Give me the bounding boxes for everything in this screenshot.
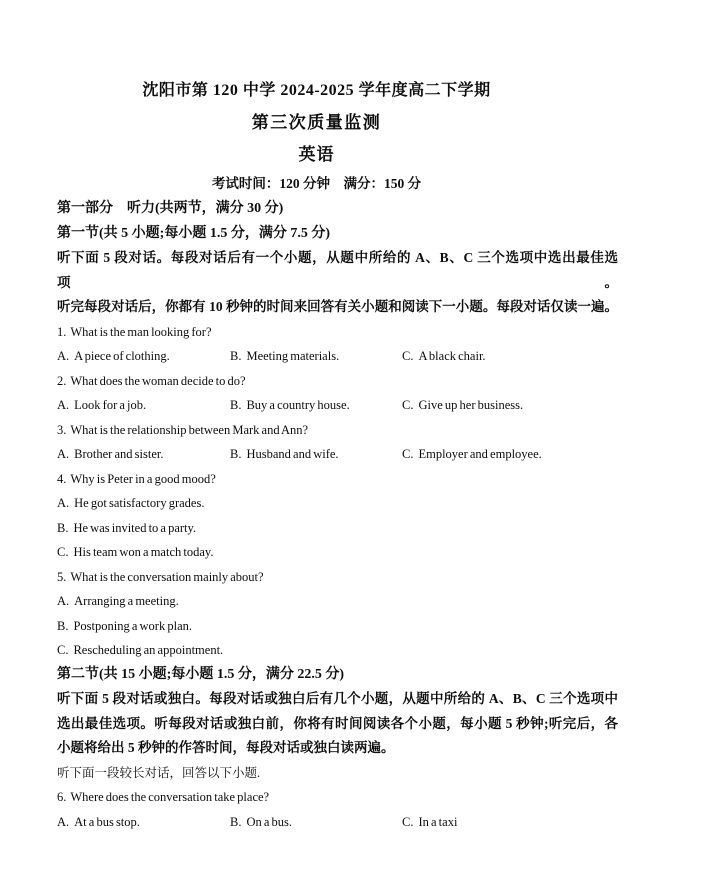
option-text: He was invited to a party. <box>73 520 197 535</box>
question-stem: Why is Peter in a good mood? <box>70 471 216 486</box>
option-label: A. <box>57 398 70 412</box>
question-3 <box>57 418 618 467</box>
option-label: C. <box>402 814 414 829</box>
option-label: B. <box>230 814 242 829</box>
option-label: C. <box>402 447 414 461</box>
section2-sub-instruction: 听下面一段较长对话，回答以下小题. <box>57 765 261 780</box>
question-5-text <box>57 565 618 590</box>
question-stem: Where does the conversation take place? <box>70 790 270 804</box>
exam-subtitle: 第三次质量监测 <box>251 113 382 132</box>
option-label: B. <box>57 520 69 535</box>
option-text: At a bus stop. <box>74 814 140 829</box>
option-label: A. <box>57 447 70 461</box>
option-text: Husband and wife. <box>246 447 339 461</box>
question-stem: What is the man looking for? <box>70 324 212 339</box>
question-number: 4. <box>57 471 67 486</box>
question-stem: What is the conversation mainly about? <box>70 569 264 584</box>
question-number: 5. <box>57 569 67 584</box>
question-2 <box>57 369 618 418</box>
option-text: Employer and employee. <box>418 447 542 461</box>
option-b <box>230 344 402 369</box>
option-text: On a bus. <box>246 814 293 829</box>
option-label: A. <box>57 814 70 829</box>
option-a <box>57 344 230 369</box>
question-number: 2. <box>57 373 67 388</box>
option-b <box>230 393 402 418</box>
question-1 <box>57 320 618 369</box>
subject-title: 英语 <box>298 145 335 164</box>
section2-instruction-line-3: 小题将给出 5 秒钟的作答时间，每段对话或独白读两遍。 <box>57 740 395 755</box>
question-6-text <box>57 785 618 810</box>
option-text: Rescheduling an appointment. <box>73 643 224 657</box>
option-text: Arranging a meeting. <box>74 594 179 608</box>
question-4 <box>57 467 618 565</box>
option-c <box>57 638 618 663</box>
option-text: His team won a match today. <box>73 545 214 559</box>
option-text: He got satisfactory grades. <box>74 496 205 510</box>
question-3-text <box>57 418 618 443</box>
question-stem: What does the woman decide to do? <box>70 373 246 388</box>
option-text: A piece of clothing. <box>74 349 170 363</box>
option-label: C. <box>57 643 69 657</box>
option-label: A. <box>57 594 70 608</box>
option-a <box>57 810 230 835</box>
option-b <box>57 516 618 541</box>
section2-heading: 第二节(共 15 小题;每小题 1.5 分，满分 22.5 分) <box>57 666 344 682</box>
option-label: A. <box>57 496 70 510</box>
option-a <box>57 442 230 467</box>
option-c <box>402 442 618 467</box>
option-c <box>402 810 618 835</box>
option-label: B. <box>230 349 242 363</box>
option-text: Meeting materials. <box>246 349 340 363</box>
exam-title: 沈阳市第 120 中学 2024-2025 学年度高二下学期 <box>142 82 491 99</box>
section1-instruction-line-1: 听下面 5 段对话。每段对话后有一个小题，从题中所给的 A、B、C 三个选项中选出最佳选项。 <box>57 250 618 290</box>
option-text: Brother and sister. <box>74 447 164 461</box>
option-b <box>57 614 618 639</box>
section1-heading: 第一节(共 5 小题;每小题 1.5 分，满分 7.5 分) <box>57 225 330 241</box>
question-number: 1. <box>57 324 67 339</box>
question-4-text <box>57 467 618 492</box>
option-text: Give up her business. <box>418 398 524 412</box>
option-text: A black chair. <box>418 349 486 363</box>
question-1-options <box>57 344 618 369</box>
exam-header <box>57 0 576 171</box>
question-1-text <box>57 320 618 345</box>
question-2-options <box>57 393 618 418</box>
option-a <box>57 589 618 614</box>
option-a <box>57 491 618 516</box>
question-6 <box>57 785 618 834</box>
question-number: 3. <box>57 422 67 437</box>
option-label: B. <box>230 398 242 412</box>
option-c <box>402 393 618 418</box>
option-a <box>57 393 230 418</box>
option-c <box>402 344 618 369</box>
exam-body <box>57 197 618 834</box>
option-b <box>230 810 402 835</box>
question-3-options <box>57 442 618 467</box>
part1-heading: 第一部分 听力(共两节，满分 30 分) <box>57 201 284 216</box>
option-label: C. <box>402 398 414 412</box>
option-label: B. <box>230 447 242 461</box>
question-number: 6. <box>57 790 67 804</box>
option-text: In a taxi <box>418 814 458 829</box>
question-2-text <box>57 369 618 394</box>
page-content <box>57 0 618 834</box>
question-6-options <box>57 810 618 835</box>
exam-info-line: 考试时间：120 分钟 满分：150 分 <box>211 176 422 191</box>
question-5 <box>57 565 618 663</box>
option-label: B. <box>57 618 69 633</box>
question-stem: What is the relationship between Mark and Ann? <box>70 422 309 437</box>
option-label: C. <box>57 545 69 559</box>
section2-instruction-line-2: 选出最佳选项。听每段对话或独白前，你将有时间阅读各个小题，每小题 5 秒钟;听完后，各 <box>57 715 618 731</box>
section2-instruction-line-1: 听下面 5 段对话或独白。每段对话或独白后有几个小题，从题中所给的 A、B、C 三个选项中 <box>57 691 618 706</box>
option-c <box>57 540 618 565</box>
option-label: C. <box>402 349 414 363</box>
option-label: A. <box>57 349 70 363</box>
option-text: Buy a country house. <box>246 398 350 412</box>
section1-instruction-line-2: 听完每段对话后，你都有 10 秒钟的时间来回答有关小题和阅读下一小题。每段对话仅读一遍。 <box>57 299 618 314</box>
option-text: Look for a job. <box>74 398 147 412</box>
option-text: Postponing a work plan. <box>73 618 192 633</box>
option-b <box>230 442 402 467</box>
